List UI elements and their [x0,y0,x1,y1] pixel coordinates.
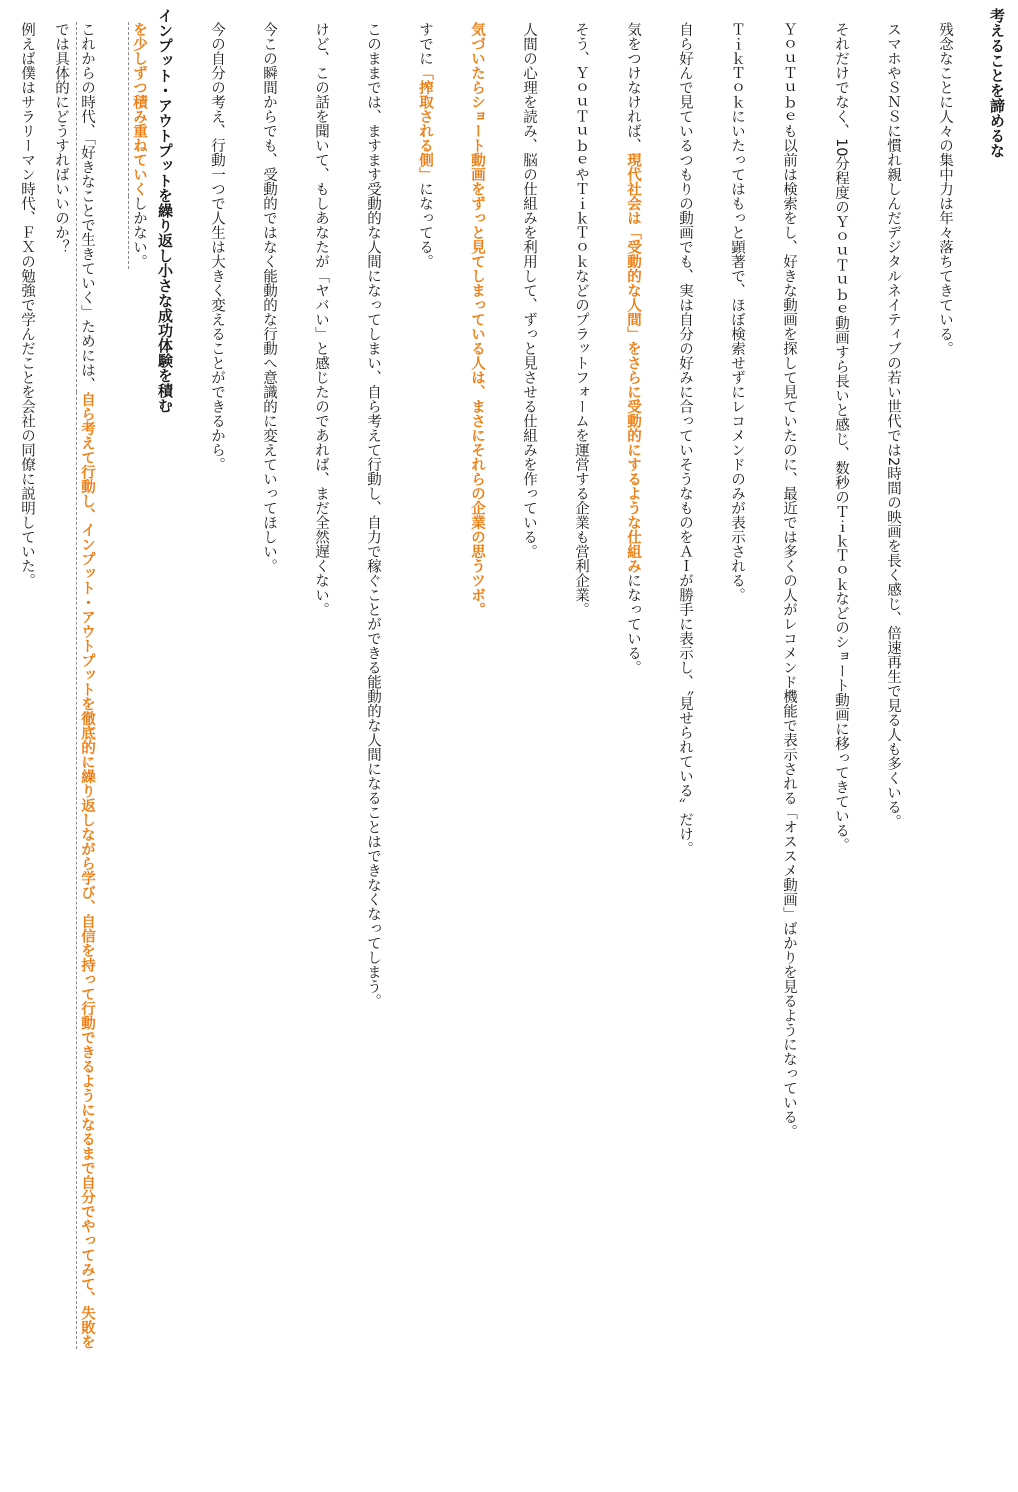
paragraph-11: このままでは、ますます受動的な人間になってしまい、自ら考えて行動し、自力で稼ぐことができる能動的な人間になることはできなくなってしまう。 [365,22,381,1008]
paragraph-14: 今の自分の考え、行動一つで人生は大きく変えることができるから。 [209,22,225,472]
paragraph-15-line2-highlight: を少しずつ積み重ねていく [128,22,147,196]
paragraph-10-line-1 [463,22,490,617]
paragraph-12: けど、この話を聞いて、もしあなたが「ヤバい」と感じたのであれば、まだ全然遅くない。 [313,22,329,617]
paragraph-10-line2-highlight: 「搾取される側」 [417,65,433,182]
section-heading-2: インプット・アウトプットを繰り返し小さな成功体験を積む [156,8,174,413]
paragraph-15-line2-post: しかない。 [128,196,147,269]
paragraph-15-line-2 [125,22,152,269]
paragraph-16: では具体的にどうすればいいのか？ [53,22,69,254]
paragraph-5: ＴｉｋＴｏｋにいたってはもっと顕著で、ほぼ検索せずにレコメンドのみが表示される。 [729,22,745,602]
paragraph-2: スマホやＳＮＳに慣れ親しんだデジタルネイティブの若い世代では2時間の映画を長く感じ、倍速再生で見る人も多くいる。 [885,22,901,829]
paragraph-15-highlight: 自ら考えて行動し、インプット・アウトプットを徹底的に繰り返しながら学び、自信を持って行動できるようになるまで自分でやってみて、失敗を [76,392,95,1349]
paragraph-6: 自ら好んで見ているつもりの動画でも、実は自分の好みに合っていそうなものをＡＩが勝手に表示し、〝見せられている〟だけ。 [677,22,693,856]
paragraph-15-line-1 [73,22,100,1349]
paragraph-15-pre: これからの時代、「好きなことで生きていく」ためには、 [76,22,95,392]
paragraph-9: 人間の心理を読み、脳の仕組みを利用して、ずっと見させる仕組みを作っている。 [521,22,537,559]
paragraph-10-line2-post: になってる。 [417,181,433,269]
paragraph-17: 例えば僕はサラリーマン時代、ＦＸの勉強で学んだことを会社の同僚に説明していた。 [19,22,35,588]
paragraph-3: それだけでなく、10分程度のＹｏｕＴｕｂｅ動画すら長いと感じ、数秒のＴｉｋＴｏｋなどのショート動画に移ってきている。 [833,22,849,853]
paragraph-4: ＹｏｕＴｕｂｅも以前は検索をし、好きな動画を探して見ていたのに、最近では多くの人がレコメンド機能で表示される「オススメ動画」ばかりを見るようになっている。 [781,22,797,1139]
section-heading-1: 考えることを諦めるな [988,8,1006,158]
paragraph-10-line-2 [411,22,438,269]
paragraph-7-highlight: 現代社会は「受動的な人間」をさらに受動的にするような仕組み [625,152,641,573]
paragraph-8: そう、ＹｏｕＴｕｂｅやＴｉｋＴｏｋなどのプラットフォームを運営する企業も営利企業。 [573,22,589,617]
paragraph-10-line2-pre: すでに [417,22,433,66]
paragraph-7 [619,22,646,675]
paragraph-7-post: になっている。 [625,573,641,675]
paragraph-7-pre: 気をつけなければ、 [625,22,641,153]
paragraph-1: 残念なことに人々の集中力は年々落ちてきている。 [937,22,953,356]
paragraph-10-highlight: 気づいたらショート動画をずっと見てしまっている人は、まさにそれらの企業の思うツボ。 [469,22,485,617]
paragraph-13: 今この瞬間からでも、受動的ではなく能動的な行動へ意識的に変えていってほしい。 [261,22,277,573]
